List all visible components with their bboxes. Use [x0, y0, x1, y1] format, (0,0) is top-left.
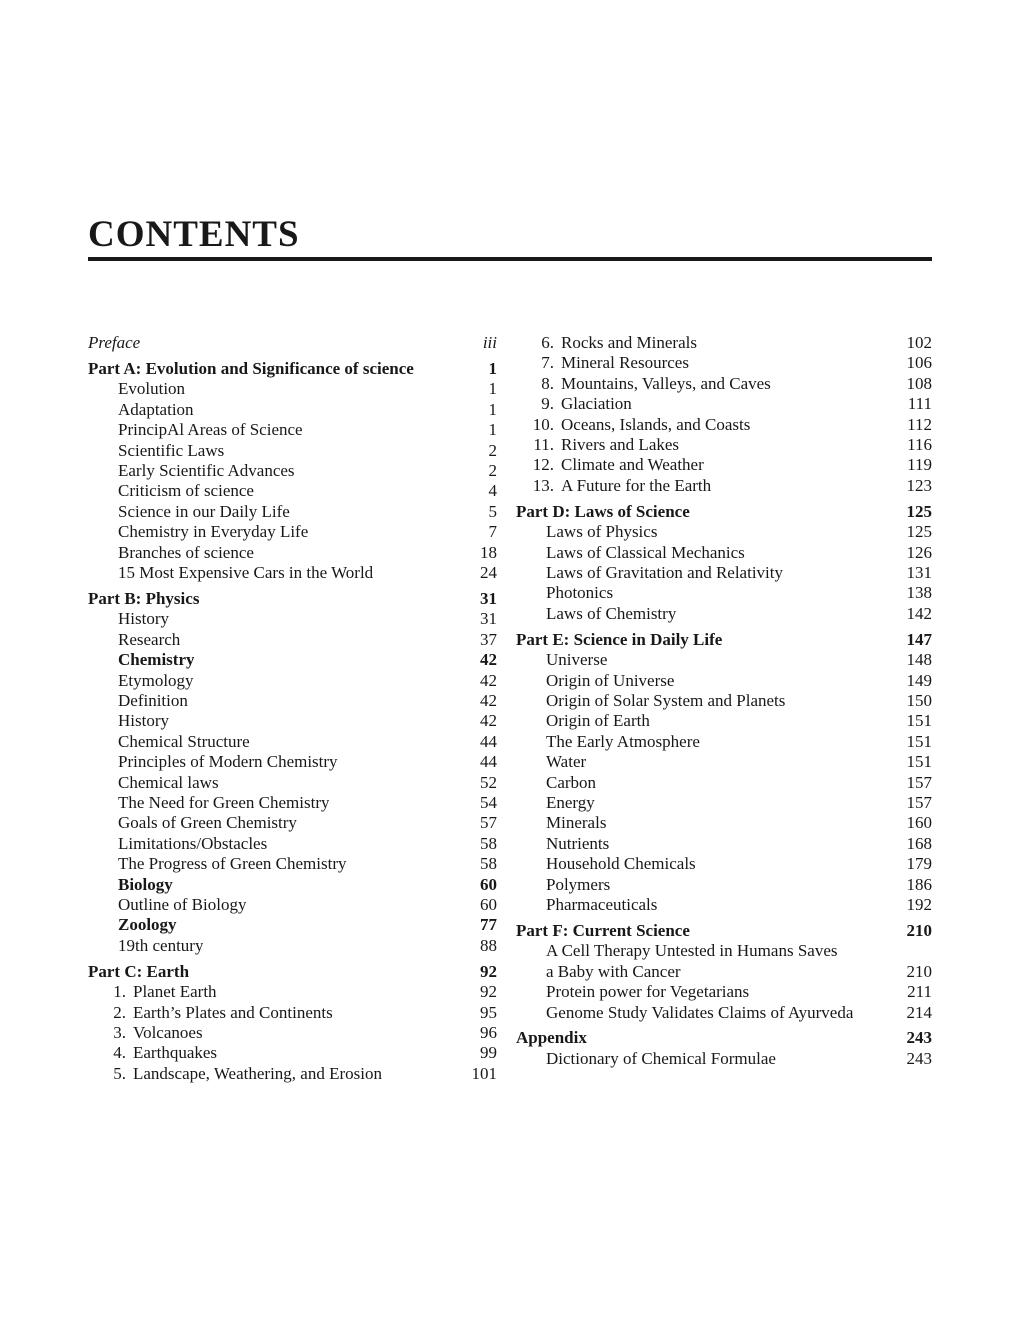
toc-entry-page: 151: [906, 731, 932, 751]
toc-entry-page: 138: [906, 583, 932, 603]
toc-entry: [88, 962, 497, 982]
toc-entry-label: Principles of Modern Chemistry: [118, 752, 338, 772]
toc-entry-page: 108: [906, 373, 932, 393]
toc-entry-page: 2: [488, 460, 497, 480]
toc-entry: [516, 834, 932, 854]
toc-entry-page: 179: [906, 854, 932, 874]
toc-entry: [516, 415, 932, 435]
toc-entry-label: Carbon: [546, 772, 597, 792]
toc-entry: [88, 671, 497, 691]
toc-entry-page: 150: [906, 690, 932, 710]
toc-entry-page: 160: [906, 813, 932, 833]
toc-entry: [516, 962, 932, 982]
toc-entry-number: 10.: [532, 414, 554, 434]
toc-entry-page: 214: [906, 1002, 932, 1022]
toc-entry: [516, 630, 932, 650]
toc-entry: [88, 359, 497, 379]
toc-entry-label: Household Chemicals: [546, 854, 696, 874]
toc-entry-page: 37: [480, 629, 497, 649]
toc-entry-number: 8.: [541, 373, 554, 393]
toc-entry-page: 92: [480, 961, 497, 981]
toc-entry: [88, 650, 497, 670]
toc-entry-label: Rivers and Lakes: [561, 435, 680, 455]
toc-entry-page: 106: [906, 353, 932, 373]
toc-entry: [516, 435, 932, 455]
toc-entry-label: Laws of Chemistry: [546, 603, 677, 623]
toc-entry: [516, 773, 932, 793]
toc-entry-label: Evolution: [118, 379, 186, 399]
toc-entry-label: Laws of Gravitation and Relativity: [546, 562, 783, 582]
toc-entry-label: Part F: Current Science: [516, 920, 690, 940]
toc-entry-label: Oceans, Islands, and Coasts: [561, 414, 751, 434]
toc-entry-page: 2: [488, 440, 497, 460]
toc-entry-label: Part B: Physics: [88, 588, 200, 608]
toc-entry-page: 24: [480, 562, 497, 582]
toc-entry-label: Water: [546, 752, 587, 772]
toc-entry: [88, 834, 497, 854]
toc-entry-label: Chemical laws: [118, 772, 219, 792]
toc-entry-label: Planet Earth: [133, 982, 217, 1002]
toc-column-left: [88, 333, 497, 1084]
toc-entry: [516, 563, 932, 583]
toc-entry-label: Mountains, Valleys, and Caves: [561, 373, 771, 393]
toc-entry-label: Volcanoes: [133, 1022, 203, 1042]
toc-entry-label: Pharmaceuticals: [546, 894, 658, 914]
toc-entry: [516, 476, 932, 496]
toc-entry: [516, 671, 932, 691]
toc-entry: [516, 982, 932, 1002]
toc-entry: [516, 1049, 932, 1069]
toc-entry-page: 95: [480, 1002, 497, 1022]
toc-entry-page: 112: [907, 414, 932, 434]
toc-entry: [516, 394, 932, 414]
page-title: CONTENTS: [88, 214, 300, 255]
toc-entry: [88, 793, 497, 813]
toc-entry: [88, 563, 497, 583]
toc-entry-page: 151: [906, 711, 932, 731]
toc-entry-number: 5.: [113, 1063, 126, 1083]
toc-entry-label: The Progress of Green Chemistry: [118, 854, 347, 874]
toc-entry-label: Minerals: [546, 813, 607, 833]
toc-entry-page: 157: [906, 792, 932, 812]
toc-entry: [516, 1028, 932, 1048]
toc-entry: [516, 1003, 932, 1023]
toc-entry-number: 7.: [541, 353, 554, 373]
toc-entry-label: Definition: [118, 690, 188, 710]
toc-entry-page: 5: [488, 501, 497, 521]
toc-entry: [88, 752, 497, 772]
toc-entry: [88, 813, 497, 833]
toc-entry-label: History: [118, 711, 169, 731]
toc-entry-page: 148: [906, 650, 932, 670]
toc-entry: [88, 481, 497, 501]
toc-entry: [88, 732, 497, 752]
toc-entry-page: 60: [480, 874, 497, 894]
toc-entry-label: PrincipAl Areas of Science: [118, 420, 303, 440]
toc-entry-page: 99: [480, 1043, 497, 1063]
toc-entry-label: Universe: [546, 650, 608, 670]
page-content: [88, 216, 932, 1084]
toc-entry: [88, 982, 497, 1002]
toc-entry: [88, 854, 497, 874]
toc-entry-page: 1: [488, 358, 497, 378]
toc-entry-label: Biology: [118, 874, 173, 894]
toc-entry: [88, 589, 497, 609]
toc-entry: [516, 522, 932, 542]
toc-entry-page: 44: [480, 752, 497, 772]
toc-entry-page: 168: [906, 833, 932, 853]
toc-entry-page: 7: [488, 522, 497, 542]
toc-entry: [88, 333, 497, 353]
toc-entry-label: Genome Study Validates Claims of Ayurveda: [546, 1002, 854, 1022]
toc-entry-label: Earthquakes: [133, 1043, 218, 1063]
toc-entry-page: 125: [906, 522, 932, 542]
toc-entry-page: 60: [480, 894, 497, 914]
toc-entry-label: Landscape, Weathering, and Erosion: [133, 1063, 382, 1083]
toc-entry-page: 1: [488, 379, 497, 399]
toc-entry-page: 1: [488, 420, 497, 440]
toc-entry: [88, 915, 497, 935]
toc-entry-label: The Early Atmosphere: [546, 731, 700, 751]
toc-entry-label: Part A: Evolution and Significance of science: [88, 358, 414, 378]
toc-entry: [88, 609, 497, 629]
toc-entry: [88, 1043, 497, 1063]
toc-entry-page: iii: [482, 333, 497, 352]
toc-entry-number: 9.: [541, 394, 554, 414]
toc-entry-number: 12.: [532, 455, 554, 475]
toc-entry-page: 42: [480, 690, 497, 710]
toc-entry-page: 147: [906, 629, 932, 649]
toc-entry-label: Scientific Laws: [118, 440, 225, 460]
toc-entry: [88, 630, 497, 650]
toc-entry-label: a Baby with Cancer: [546, 961, 681, 981]
toc-entry: [516, 691, 932, 711]
toc-entry: [516, 895, 932, 915]
toc-entry: [88, 400, 497, 420]
toc-entry-label: Photonics: [546, 583, 614, 603]
toc-entry: [516, 543, 932, 563]
toc-entry: [88, 936, 497, 956]
toc-entry-label: Science in our Daily Life: [118, 501, 290, 521]
toc-entry: [88, 711, 497, 731]
toc-entry-label: Appendix: [516, 1028, 587, 1048]
toc-entry: [88, 441, 497, 461]
toc-entry-page: 92: [480, 982, 497, 1002]
toc-entry-label: Protein power for Vegetarians: [546, 982, 750, 1002]
toc-entry-label: The Need for Green Chemistry: [118, 792, 330, 812]
toc-entry: [88, 895, 497, 915]
toc-entry-page: 44: [480, 731, 497, 751]
toc-entry-page: 119: [907, 455, 932, 475]
toc-entry-label: Chemical Structure: [118, 731, 250, 751]
table-of-contents: [88, 333, 932, 1084]
toc-entry-page: 123: [906, 475, 932, 495]
toc-entry-label: Part E: Science in Daily Life: [516, 629, 723, 649]
toc-entry-page: 131: [906, 562, 932, 582]
toc-entry-page: 77: [480, 915, 497, 935]
toc-entry: [516, 921, 932, 941]
toc-entry-label: Origin of Solar System and Planets: [546, 690, 786, 710]
toc-entry: [88, 1003, 497, 1023]
toc-entry: [88, 875, 497, 895]
toc-entry: [516, 455, 932, 475]
toc-entry-label: Part C: Earth: [88, 961, 190, 981]
toc-entry-label: Chemistry: [118, 650, 195, 670]
toc-entry-label: Dictionary of Chemical Formulae: [546, 1048, 776, 1068]
toc-entry-page: 111: [907, 394, 932, 414]
toc-column-right: [516, 333, 932, 1084]
toc-entry: [516, 502, 932, 522]
toc-entry-page: 31: [480, 588, 497, 608]
toc-entry: [516, 941, 932, 961]
toc-entry-label: Outline of Biology: [118, 894, 247, 914]
toc-entry-page: 42: [480, 670, 497, 690]
toc-entry: [88, 379, 497, 399]
toc-entry: [516, 604, 932, 624]
toc-entry-page: 42: [480, 711, 497, 731]
toc-entry: [516, 732, 932, 752]
toc-entry-page: 57: [480, 813, 497, 833]
toc-entry: [516, 583, 932, 603]
toc-entry-label: Limitations/Obstacles: [118, 833, 268, 853]
toc-entry: [516, 353, 932, 373]
toc-entry-label: Mineral Resources: [561, 353, 689, 373]
toc-entry-label: Origin of Earth: [546, 711, 650, 731]
toc-entry: [516, 793, 932, 813]
toc-entry-label: Laws of Classical Mechanics: [546, 542, 745, 562]
toc-entry-number: 4.: [113, 1043, 126, 1063]
toc-entry-number: 6.: [541, 333, 554, 352]
toc-entry-page: 211: [907, 982, 932, 1002]
toc-entry: [88, 522, 497, 542]
toc-entry-label: Research: [118, 629, 181, 649]
toc-entry-page: 116: [907, 435, 932, 455]
toc-entry-page: 142: [906, 603, 932, 623]
toc-entry-page: 151: [906, 752, 932, 772]
toc-entry-label: Zoology: [118, 915, 177, 935]
toc-entry-label: 19th century: [118, 935, 204, 955]
toc-entry-page: 58: [480, 833, 497, 853]
toc-entry-page: 101: [471, 1063, 497, 1083]
toc-entry-number: 1.: [113, 982, 126, 1002]
toc-entry-number: 11.: [533, 435, 554, 455]
toc-entry-page: 54: [480, 792, 497, 812]
toc-entry-page: 58: [480, 854, 497, 874]
toc-entry: [88, 502, 497, 522]
toc-entry-label: Origin of Universe: [546, 670, 675, 690]
toc-entry-page: 88: [480, 935, 497, 955]
toc-entry-page: 96: [480, 1022, 497, 1042]
toc-entry: [88, 461, 497, 481]
toc-entry-page: 243: [906, 1028, 932, 1048]
toc-entry: [516, 752, 932, 772]
toc-entry-label: Nutrients: [546, 833, 610, 853]
toc-entry: [516, 875, 932, 895]
toc-entry-label: Branches of science: [118, 542, 254, 562]
toc-entry-page: 31: [480, 609, 497, 629]
toc-entry: [516, 854, 932, 874]
toc-entry-number: 13.: [532, 475, 554, 495]
toc-entry: [516, 813, 932, 833]
toc-entry: [88, 543, 497, 563]
toc-entry-page: 125: [906, 501, 932, 521]
toc-entry-page: 42: [480, 650, 497, 670]
toc-entry: [516, 374, 932, 394]
toc-entry-label: Laws of Physics: [546, 522, 658, 542]
toc-entry-label: A Cell Therapy Untested in Humans Saves: [546, 941, 838, 961]
toc-entry: [516, 711, 932, 731]
toc-entry-page: 4: [488, 481, 497, 501]
toc-entry-page: 126: [906, 542, 932, 562]
title-rule: [88, 257, 932, 261]
toc-entry-page: 210: [906, 961, 932, 981]
toc-entry-number: 2.: [113, 1002, 126, 1022]
toc-entry-page: 157: [906, 772, 932, 792]
toc-entry-label: Energy: [546, 792, 595, 812]
toc-entry: [516, 333, 932, 353]
toc-entry-page: 18: [480, 542, 497, 562]
toc-entry-page: 1: [488, 399, 497, 419]
toc-entry: [516, 650, 932, 670]
toc-entry-label: Criticism of science: [118, 481, 254, 501]
toc-entry-label: Goals of Green Chemistry: [118, 813, 297, 833]
toc-entry-page: 102: [906, 333, 932, 352]
toc-entry-page: 149: [906, 670, 932, 690]
toc-entry-label: Etymology: [118, 670, 194, 690]
toc-entry-label: Part D: Laws of Science: [516, 501, 690, 521]
toc-entry-page: 186: [906, 874, 932, 894]
toc-entry-label: Glaciation: [561, 394, 632, 414]
toc-entry-label: Adaptation: [118, 399, 194, 419]
toc-entry: [88, 773, 497, 793]
toc-entry-label: Polymers: [546, 874, 611, 894]
toc-entry-label: A Future for the Earth: [561, 475, 712, 495]
toc-entry: [88, 1023, 497, 1043]
toc-entry-label: History: [118, 609, 169, 629]
toc-entry-page: 52: [480, 772, 497, 792]
toc-entry-page: 192: [906, 894, 932, 914]
toc-entry-label: Earth’s Plates and Continents: [133, 1002, 333, 1022]
toc-entry-label: Climate and Weather: [561, 455, 704, 475]
toc-entry-page: 243: [906, 1048, 932, 1068]
toc-entry-label: Early Scientific Advances: [118, 460, 295, 480]
toc-entry: [88, 420, 497, 440]
toc-entry-label: 15 Most Expensive Cars in the World: [118, 562, 374, 582]
toc-entry-label: Preface: [88, 333, 141, 352]
toc-entry-label: Chemistry in Everyday Life: [118, 522, 309, 542]
toc-entry: [88, 691, 497, 711]
toc-entry: [88, 1064, 497, 1084]
toc-entry-number: 3.: [113, 1022, 126, 1042]
toc-entry-label: Rocks and Minerals: [561, 333, 697, 352]
toc-entry-page: 210: [906, 920, 932, 940]
